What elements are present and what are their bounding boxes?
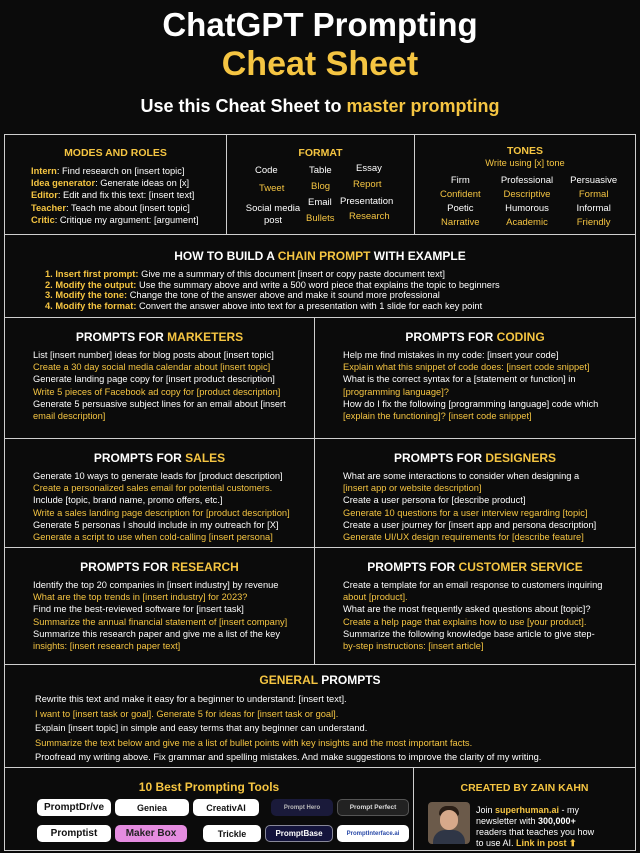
avatar (428, 802, 470, 844)
marketers-title (5, 330, 314, 344)
creator-l4: to use AI. (476, 838, 517, 848)
research-line: insights: [insert research paper text] (33, 641, 181, 652)
coding-title-hl: CODING (496, 330, 545, 344)
tone-item: Humorous (505, 203, 549, 214)
general-title-pre: GENERAL (259, 673, 322, 687)
service-line: by-step instructions: [insert article] (343, 641, 484, 652)
format-blog: Blog (311, 181, 331, 192)
format-bullets: Bullets (306, 213, 335, 224)
mode-key: Editor (31, 190, 58, 201)
creator-l2: newsletter with (476, 816, 539, 826)
tone-item: Poetic (447, 203, 474, 214)
chain-step-value: Give me a summary of this document [insert or copy paste document text] (138, 269, 445, 279)
mode-value: : Edit and fix this text: [insert text] (57, 190, 195, 201)
general-title-hl: PROMPTS (321, 673, 381, 687)
service-line: Create a template for an email response to customers inquiring (343, 580, 603, 590)
general-line: Proofread my writing above. Fix grammar and spelling mistakes. And make suggestions to improve the clarity of my writing. (35, 752, 542, 762)
research-line: What are the top trends in [insert industry] for 2023? (33, 592, 248, 603)
tools-title: 10 Best Prompting Tools (138, 780, 280, 794)
mode-key: Teacher (31, 202, 66, 213)
creator-title (414, 782, 635, 794)
chain-box (4, 234, 636, 318)
tone-item: Confident (439, 189, 481, 200)
format-table: Table (309, 165, 332, 176)
creator-l1c: - my (559, 805, 580, 815)
tool-promptbase[interactable]: PromptBase (265, 825, 333, 842)
coding-line: [explain the functioning]? [insert code snippet] (343, 411, 532, 422)
tone-item: Professional (500, 175, 554, 186)
marketers-title-pre: PROMPTS FOR (75, 330, 168, 344)
service-title (315, 560, 635, 574)
tone-item: Academic (506, 217, 548, 228)
tone-item: Friendly (576, 217, 611, 228)
tone-item: Formal (578, 189, 609, 200)
research-list (5, 574, 314, 652)
coding-box (314, 317, 636, 439)
creator-l2b: 300,000+ (538, 816, 576, 826)
designers-title-hl: DESIGNERS (485, 451, 557, 465)
service-box (314, 547, 636, 665)
designers-title (315, 451, 635, 465)
general-line: Summarize the text below and give me a list of bullet points with key insights and the most important facts. (35, 737, 473, 748)
general-line: Rewrite this text and make it easy for a beginner to understand: [insert text]. (35, 694, 347, 704)
coding-line: Explain what this snippet of code does: [insert code snippet] (343, 362, 590, 373)
marketers-line: Write 5 pieces of Facebook ad copy for [product description] (33, 386, 281, 397)
coding-line: Help me find mistakes in my code: [insert your code] (343, 350, 559, 360)
chain-step (45, 301, 635, 312)
marketers-line: email description] (33, 411, 106, 422)
research-title (5, 560, 314, 574)
chain-step (45, 290, 635, 301)
tool-promptist[interactable]: Promptist (37, 825, 111, 842)
designers-line: Generate UI/UX design requirements for [describe feature] (343, 532, 584, 543)
tone-item: Narrative (441, 217, 480, 228)
mode-value: : Find research on [insert topic] (56, 166, 185, 176)
tones-box (414, 134, 636, 235)
coding-line: What is the correct syntax for a [statement or function] in (343, 374, 576, 385)
chain-step-value: Change the tone of the answer above and make it sound more professional (127, 290, 440, 300)
research-title-pre: PROMPTS FOR (80, 560, 172, 574)
general-list (5, 687, 635, 765)
general-line: Explain [insert topic] in simple and easy terms that any beginner can understand. (35, 723, 368, 733)
sales-title-hl: SALES (185, 451, 226, 465)
chain-step-value: Convert the answer above into text for a presentation with 1 slide for each key point (136, 300, 483, 311)
designers-line: [insert app or website description] (343, 483, 482, 494)
creator-line-1 (476, 805, 594, 816)
mode-key: Intern (31, 166, 57, 176)
mode-value: : Generate ideas on [x] (95, 178, 190, 189)
marketers-line: Generate 5 persuasive subject lines for an email about [insert (33, 398, 286, 409)
tone-item: Persuasive (570, 175, 618, 186)
research-box (4, 547, 315, 665)
creator-line-3: readers that teaches you how (476, 827, 595, 837)
tool-makerbox[interactable]: Maker Box (115, 825, 187, 842)
tone-item: Descriptive (503, 189, 551, 200)
general-line: I want to [insert task or goal]. Generate 5 for ideas for [insert task or goal]. (35, 708, 339, 719)
mode-item (31, 202, 226, 214)
service-line: about [product]. (343, 592, 408, 603)
marketers-line: List [insert number] ideas for blog posts about [insert topic] (33, 350, 274, 360)
format-code: Code (255, 165, 278, 176)
coding-title-pre: PROMPTS FOR (405, 330, 497, 344)
format-email: Email (308, 197, 332, 208)
header (0, 0, 640, 130)
sales-line: Generate 10 ways to generate leads for [product description] (33, 471, 283, 481)
service-title-pre: PROMPTS FOR (367, 560, 459, 574)
marketers-box (4, 317, 315, 439)
chain-steps (5, 263, 635, 311)
designers-line: Create a user persona for [describe product] (343, 495, 526, 506)
marketers-title-hl: MARKETERS (167, 330, 244, 344)
modes-list (5, 159, 226, 226)
service-title-hl: CUSTOMER SERVICE (458, 560, 583, 574)
format-essay: Essay (356, 163, 382, 174)
research-line: Summarize this research paper and give me a list of the key (33, 628, 280, 639)
marketers-line: Generate landing page copy for [insert product description] (33, 374, 275, 385)
sales-line: Generate 5 personas I should include in my outreach for [X] (33, 519, 279, 530)
chain-title (5, 249, 635, 263)
chain-step (45, 269, 635, 280)
chain-step-key: 2. Modify the output: (45, 279, 137, 290)
tool-promptinterface[interactable]: PromptInterface.ai (337, 825, 409, 842)
designers-line: Generate 10 questions for a user interview regarding [topic] (343, 507, 588, 518)
creator-title-pre: CREATED BY (460, 782, 531, 794)
coding-line: How do I fix the following [programming language] code which (343, 398, 599, 409)
tool-promptdrive[interactable]: PromptDr/ve (37, 799, 111, 816)
title-line-2: Cheat Sheet (221, 45, 419, 83)
modes-title: MODES AND ROLES (64, 147, 167, 159)
general-box (4, 664, 636, 768)
mode-item (31, 165, 226, 177)
sales-line: Include [topic, brand name, promo offers, etc.] (33, 495, 223, 506)
marketers-line: Create a 30 day social media calendar about [insert topic] (33, 362, 271, 373)
mode-key: Critic (31, 214, 55, 225)
mode-item (31, 189, 226, 201)
service-line: Create a help page that explains how to use [your product]. (343, 616, 587, 627)
tone-item: Informal (576, 203, 611, 214)
service-line: Summarize the following knowledge base article to give step- (343, 628, 595, 639)
title-line-1: ChatGPT Prompting (162, 6, 478, 43)
coding-line: [programming language]? (343, 386, 449, 397)
mode-key: Idea generator (31, 178, 96, 189)
sales-title-pre: PROMPTS FOR (93, 451, 186, 465)
format-title: FORMAT (298, 147, 343, 159)
chain-step-value: Use the summary above and write a 500 word piece that explains the topic to beginners (136, 279, 500, 290)
creator-name: ZAIN KAHN (530, 782, 589, 794)
creator-line-4 (476, 838, 594, 849)
coding-title (315, 330, 635, 344)
chain-title-hl: CHAIN PROMPT (277, 249, 371, 263)
modes-box (4, 134, 227, 235)
research-line: Identify the top 20 companies in [insert industry] by revenue (33, 580, 279, 590)
research-title-hl: RESEARCH (171, 560, 239, 574)
sales-line: Create a personalized sales email for potential customers. (33, 483, 273, 494)
tool-trickle[interactable]: Trickle (203, 825, 261, 842)
tool-geniea[interactable]: Geniea (115, 799, 189, 816)
format-social: Social media post (245, 203, 301, 226)
general-title (5, 673, 635, 687)
designers-line: What are some interactions to consider when designing a (343, 471, 580, 481)
tones-grid (427, 175, 627, 229)
chain-title-post: WITH EXAMPLE (370, 249, 466, 263)
creator-box (413, 767, 636, 851)
mode-value: : Critique my argument: [argument] (54, 214, 199, 225)
sales-line: Generate a script to use when cold-calling [insert persona] (33, 532, 273, 543)
coding-list (315, 344, 635, 422)
creator-l4b[interactable]: Link in post ⬆ (516, 838, 577, 848)
mode-item (31, 214, 226, 226)
format-box (226, 134, 415, 235)
service-line: What are the most frequently asked questions about [topic]? (343, 604, 591, 615)
sales-title (5, 451, 314, 465)
designers-line: Create a user journey for [insert app and persona description] (343, 519, 597, 530)
format-report: Report (353, 179, 382, 190)
sales-list (5, 465, 314, 543)
sales-line: Write a sales landing page description for [product description] (33, 507, 290, 518)
sales-box (4, 438, 315, 548)
designers-box (314, 438, 636, 548)
research-line: Find me the best-reviewed software for [insert task] (33, 604, 244, 615)
creator-l1b[interactable]: superhuman.ai (495, 805, 560, 815)
chain-step (45, 280, 635, 291)
creator-text (476, 805, 594, 849)
marketers-list (5, 344, 314, 422)
designers-title-pre: PROMPTS FOR (393, 451, 486, 465)
chain-step-key: 4. Modify the format: (45, 300, 137, 311)
subtitle (0, 96, 640, 117)
format-tweet: Tweet (259, 183, 285, 194)
format-presentation: Presentation (340, 196, 394, 207)
tones-title: TONES (507, 145, 543, 157)
format-research: Research (349, 211, 390, 222)
research-line: Summarize the annual financial statement of [insert company] (33, 616, 288, 627)
mode-value: : Teach me about [insert topic] (65, 202, 190, 213)
chain-step-key: 3. Modify the tone: (45, 290, 128, 300)
creator-line-2 (476, 816, 594, 827)
service-list (315, 574, 635, 652)
tones-subtitle: Write using [x] tone (485, 158, 565, 168)
chain-step-key: 1. Insert first prompt: (45, 269, 139, 279)
designers-list (315, 465, 635, 543)
tone-item: Firm (450, 175, 470, 186)
creator-l1: Join (476, 805, 496, 815)
subtitle-highlight: master prompting (346, 96, 500, 116)
tool-creativai[interactable]: CreativAI (193, 799, 259, 816)
tools-box (4, 767, 414, 851)
tool-promptperfect[interactable]: Prompt Perfect (337, 799, 409, 816)
chain-title-pre: HOW TO BUILD A (174, 249, 278, 263)
tool-prompthero[interactable]: Prompt Hero (271, 799, 333, 816)
mode-item (31, 177, 226, 189)
subtitle-text: Use this Cheat Sheet to (140, 96, 347, 116)
